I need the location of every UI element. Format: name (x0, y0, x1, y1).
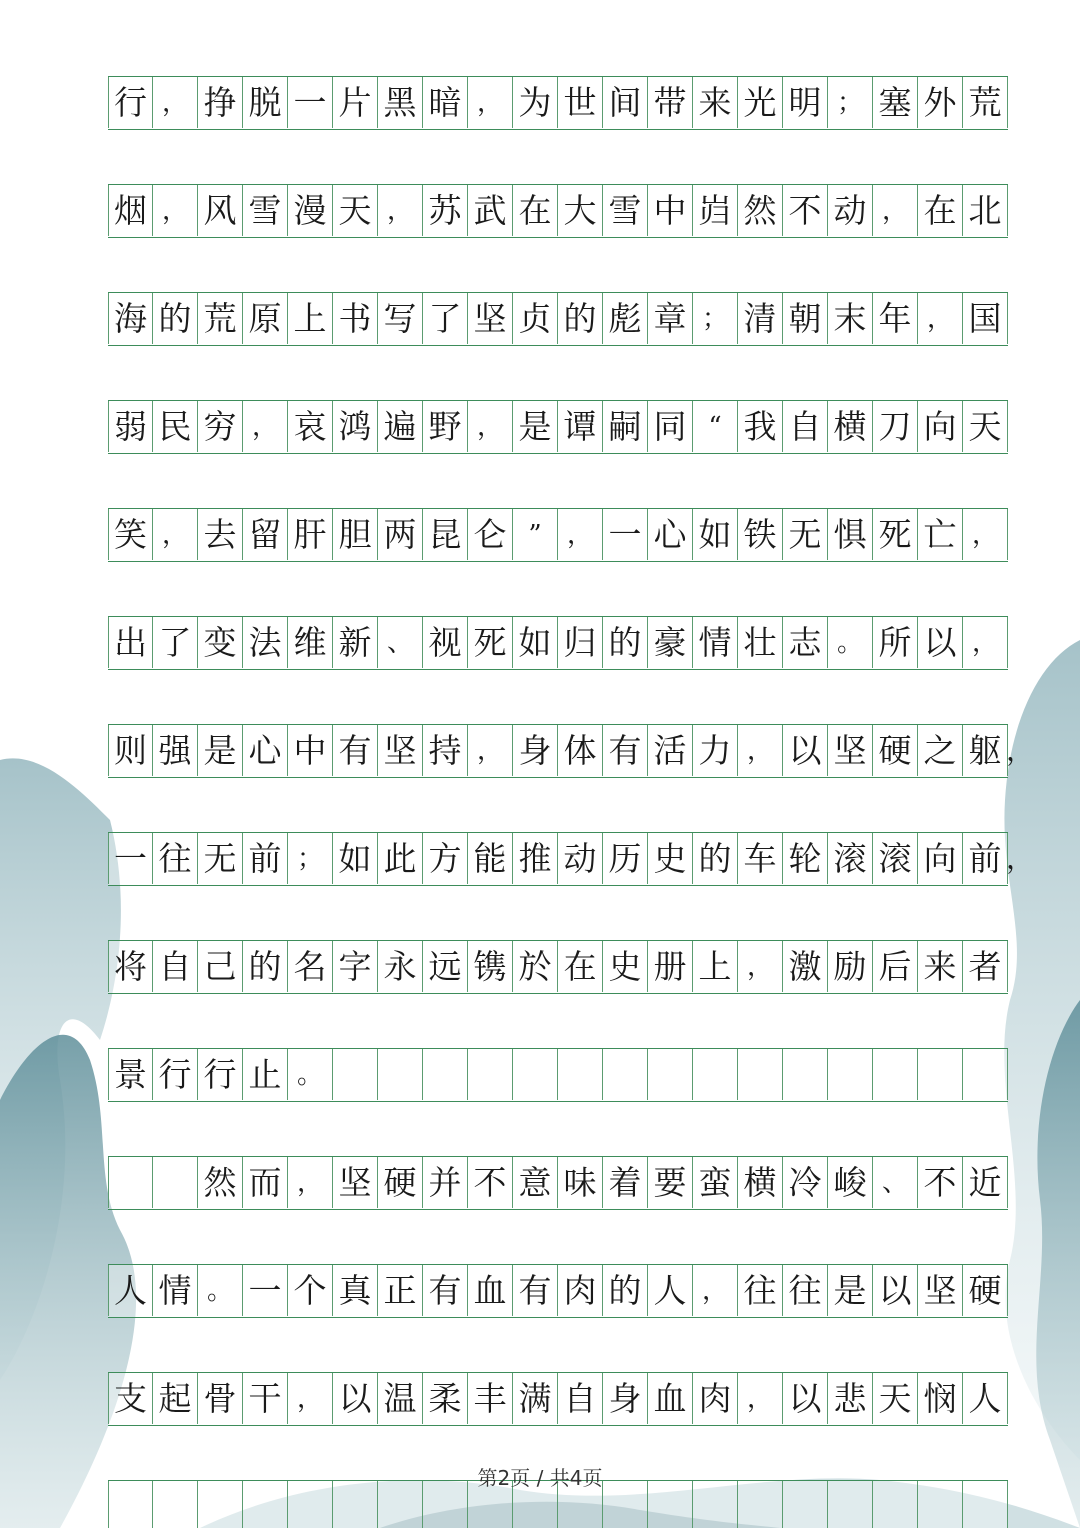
grid-cell: 如 (513, 617, 558, 668)
grid-cell: 光 (738, 77, 783, 128)
grid-cell: 烟 (108, 185, 153, 236)
grid-cell: 末 (828, 293, 873, 344)
grid-cell: 同 (648, 401, 693, 452)
grid-spacer (108, 346, 1008, 400)
grid-cell: 年 (873, 293, 918, 344)
grid-cell: 则 (108, 725, 153, 776)
grid-cell: 的 (693, 833, 738, 884)
grid-spacer (108, 130, 1008, 184)
grid-cell: 一 (603, 509, 648, 560)
grid-cell: 风 (198, 185, 243, 236)
grid-cell: 弱 (108, 401, 153, 452)
grid-cell: 肝 (288, 509, 333, 560)
grid-cell: 自 (783, 401, 828, 452)
grid-cell: ； (288, 833, 333, 884)
grid-cell: 岿 (693, 185, 738, 236)
grid-cell: ， (963, 617, 1008, 668)
grid-cell: 将 (108, 941, 153, 992)
grid-spacer (108, 454, 1008, 508)
grid-cell: 肉 (693, 1373, 738, 1424)
grid-cell: 血 (648, 1373, 693, 1424)
grid-cell: 然 (738, 185, 783, 236)
grid-cell: 温 (378, 1373, 423, 1424)
grid-cell (333, 1049, 378, 1100)
grid-cell: 壮 (738, 617, 783, 668)
grid-cell: 景 (108, 1049, 153, 1100)
grid-cell: 行 (108, 77, 153, 128)
grid-cell: 情 (153, 1265, 198, 1316)
grid-cell: 昆 (423, 509, 468, 560)
grid-cell: 字 (333, 941, 378, 992)
grid-cell: ， (468, 77, 513, 128)
grid-cell: 硬 (963, 1265, 1008, 1316)
grid-cell: 横 (828, 401, 873, 452)
grid-row (108, 616, 1008, 670)
grid-cell: 我 (738, 401, 783, 452)
grid-cell: 脱 (243, 77, 288, 128)
grid-cell (468, 1049, 513, 1100)
grid-cell: 己 (198, 941, 243, 992)
grid-cell: 章 (648, 293, 693, 344)
grid-cell: 坚 (918, 1265, 963, 1316)
grid-cell: ， (738, 725, 783, 776)
grid-cell: 有 (333, 725, 378, 776)
grid-cell: 着 (603, 1157, 648, 1208)
grid-cell: 、 (378, 617, 423, 668)
grid-cell: 以 (333, 1373, 378, 1424)
grid-cell: 塞 (873, 77, 918, 128)
grid-cell: 了 (153, 617, 198, 668)
grid-cell: 的 (603, 1265, 648, 1316)
grid-cell: 有 (603, 725, 648, 776)
grid-cell (153, 1157, 198, 1208)
grid-cell: ， (153, 509, 198, 560)
grid-cell: 是 (828, 1265, 873, 1316)
grid-cell: 视 (423, 617, 468, 668)
grid-cell: ， (693, 1265, 738, 1316)
grid-cell: 亡 (918, 509, 963, 560)
grid-cell: 以 (918, 617, 963, 668)
grid-cell: 。 (828, 617, 873, 668)
grid-cell: 中 (288, 725, 333, 776)
grid-cell: 心 (243, 725, 288, 776)
grid-cell (648, 1049, 693, 1100)
grid-row (108, 1372, 1008, 1426)
grid-cell: 坚 (378, 725, 423, 776)
grid-cell: 在 (918, 185, 963, 236)
grid-cell: ， (288, 1157, 333, 1208)
page-footer: 第2页 / 共4页 (477, 1466, 603, 1490)
grid-cell: 历 (603, 833, 648, 884)
grid-cell (513, 1049, 558, 1100)
grid-cell: 激 (783, 941, 828, 992)
grid-cell: ， (873, 185, 918, 236)
grid-cell: 自 (558, 1373, 603, 1424)
grid-row (108, 1048, 1008, 1102)
grid-cell: 以 (873, 1265, 918, 1316)
grid-cell: 如 (333, 833, 378, 884)
grid-cell (828, 1049, 873, 1100)
grid-cell: 的 (603, 617, 648, 668)
grid-cell: 不 (783, 185, 828, 236)
grid-cell: 片 (333, 77, 378, 128)
grid-cell: 惧 (828, 509, 873, 560)
grid-spacer (108, 1318, 1008, 1372)
grid-spacer (108, 238, 1008, 292)
grid-cell: 并 (423, 1157, 468, 1208)
grid-cell: 以 (783, 1373, 828, 1424)
grid-cell: 不 (468, 1157, 513, 1208)
grid-cell: 悯 (918, 1373, 963, 1424)
grid-cell: 胆 (333, 509, 378, 560)
grid-row (108, 940, 1008, 994)
grid-cell: 遍 (378, 401, 423, 452)
grid-cell: 起 (153, 1373, 198, 1424)
grid-cell: 中 (648, 185, 693, 236)
grid-cell: 冷 (783, 1157, 828, 1208)
grid-cell: 心 (648, 509, 693, 560)
grid-spacer (108, 886, 1008, 940)
grid-row (108, 292, 1008, 346)
grid-cell: ， (468, 401, 513, 452)
grid-cell: 者 (963, 941, 1008, 992)
grid-cell: 北 (963, 185, 1008, 236)
grid-cell: 死 (468, 617, 513, 668)
grid-cell: 哀 (288, 401, 333, 452)
grid-cell: ， (153, 77, 198, 128)
grid-cell: 味 (558, 1157, 603, 1208)
grid-cell: 轮 (783, 833, 828, 884)
grid-cell: 镌 (468, 941, 513, 992)
grid-cell: 仑 (468, 509, 513, 560)
grid-cell: 笑 (108, 509, 153, 560)
grid-cell: 躯 (963, 725, 1008, 776)
grid-cell: 两 (378, 509, 423, 560)
grid-cell: 为 (513, 77, 558, 128)
grid-cell: 荒 (963, 77, 1008, 128)
grid-cell: 一 (243, 1265, 288, 1316)
grid-cell: 鸿 (333, 401, 378, 452)
grid-cell: 野 (423, 401, 468, 452)
grid-cell: ， (378, 185, 423, 236)
grid-cell: 方 (423, 833, 468, 884)
grid-cell: 维 (288, 617, 333, 668)
grid-spacer (108, 994, 1008, 1048)
grid-cell: 嗣 (603, 401, 648, 452)
grid-cell: 上 (693, 941, 738, 992)
grid-cell: ， (243, 401, 288, 452)
grid-cell: 止 (243, 1049, 288, 1100)
grid-cell: 册 (648, 941, 693, 992)
grid-cell: 身 (513, 725, 558, 776)
grid-cell: 的 (153, 293, 198, 344)
grid-row (108, 1264, 1008, 1318)
grid-cell: 武 (468, 185, 513, 236)
grid-cell: 近 (963, 1157, 1008, 1208)
grid-cell: 坚 (468, 293, 513, 344)
grid-cell: ， (153, 185, 198, 236)
grid-cell: 是 (513, 401, 558, 452)
grid-row (108, 724, 1034, 778)
grid-cell: 之 (918, 725, 963, 776)
grid-cell: ， (738, 941, 783, 992)
grid-cell: ” (513, 509, 558, 560)
grid-cell: 后 (873, 941, 918, 992)
grid-cell (378, 1049, 423, 1100)
grid-cell: 史 (603, 941, 648, 992)
grid-cell: 去 (198, 509, 243, 560)
grid-cell: 海 (108, 293, 153, 344)
grid-cell: 然 (198, 1157, 243, 1208)
grid-cell: 死 (873, 509, 918, 560)
grid-row (108, 1156, 1008, 1210)
grid-cell: 雪 (243, 185, 288, 236)
grid-cell: 人 (108, 1265, 153, 1316)
grid-cell: 蛮 (693, 1157, 738, 1208)
grid-cell: 车 (738, 833, 783, 884)
grid-cell: 坚 (828, 725, 873, 776)
grid-cell: 真 (333, 1265, 378, 1316)
grid-cell: 史 (648, 833, 693, 884)
grid-cell: 天 (333, 185, 378, 236)
grid-cell: 推 (513, 833, 558, 884)
grid-cell: 永 (378, 941, 423, 992)
grid-cell: 上 (288, 293, 333, 344)
grid-cell (108, 1157, 153, 1208)
grid-cell: 柔 (423, 1373, 468, 1424)
grid-cell: 所 (873, 617, 918, 668)
grid-cell: 天 (963, 401, 1008, 452)
grid-cell: 血 (468, 1265, 513, 1316)
grid-cell: 的 (243, 941, 288, 992)
grid-cell: 志 (783, 617, 828, 668)
grid-cell: 强 (153, 725, 198, 776)
grid-cell: 穷 (198, 401, 243, 452)
grid-cell: 无 (783, 509, 828, 560)
grid-cell: ； (693, 293, 738, 344)
grid-cell: 动 (558, 833, 603, 884)
grid-cell: 人 (963, 1373, 1008, 1424)
grid-cell: 铁 (738, 509, 783, 560)
grid-cell: 豪 (648, 617, 693, 668)
grid-cell: 有 (423, 1265, 468, 1316)
grid-cell: 活 (648, 725, 693, 776)
grid-cell: 如 (693, 509, 738, 560)
grid-cell: 在 (558, 941, 603, 992)
grid-cell: 支 (108, 1373, 153, 1424)
grid-cell: 情 (693, 617, 738, 668)
grid-cell: 。 (198, 1265, 243, 1316)
grid-cell: 满 (513, 1373, 558, 1424)
grid-cell: 漫 (288, 185, 333, 236)
grid-cell: 个 (288, 1265, 333, 1316)
grid-cell: 是 (198, 725, 243, 776)
grid-cell: 间 (603, 77, 648, 128)
grid-cell: 往 (153, 833, 198, 884)
grid-cell: “ (693, 401, 738, 452)
grid-cell (693, 1049, 738, 1100)
grid-cell: 写 (378, 293, 423, 344)
margin-punctuation: ， (1005, 842, 1034, 875)
grid-row (108, 184, 1008, 238)
grid-cell: 来 (918, 941, 963, 992)
grid-cell: ， (963, 509, 1008, 560)
grid-row (108, 832, 1034, 886)
grid-cell: ， (918, 293, 963, 344)
grid-cell (918, 1049, 963, 1100)
grid-cell: 前 (243, 833, 288, 884)
grid-cell: 清 (738, 293, 783, 344)
grid-cell: ， (468, 725, 513, 776)
grid-cell: 了 (423, 293, 468, 344)
grid-cell: 国 (963, 293, 1008, 344)
grid-spacer (108, 1210, 1008, 1264)
grid-cell: 谭 (558, 401, 603, 452)
grid-cell: ， (558, 509, 603, 560)
grid-spacer (108, 778, 1008, 832)
grid-cell: 於 (513, 941, 558, 992)
grid-cell: 以 (783, 725, 828, 776)
grid-cell: 骨 (198, 1373, 243, 1424)
grid-cell: 天 (873, 1373, 918, 1424)
grid-cell: ； (828, 77, 873, 128)
grid-cell: ， (288, 1373, 333, 1424)
grid-cell: 正 (378, 1265, 423, 1316)
grid-cell: ， (738, 1373, 783, 1424)
grid-cell: 远 (423, 941, 468, 992)
grid-cell: 民 (153, 401, 198, 452)
grid-cell: 、 (873, 1157, 918, 1208)
grid-cell: 往 (783, 1265, 828, 1316)
grid-cell: 来 (693, 77, 738, 128)
grid-cell: 世 (558, 77, 603, 128)
grid-cell: 无 (198, 833, 243, 884)
grid-cell: 原 (243, 293, 288, 344)
grid-cell (423, 1049, 468, 1100)
grid-cell (963, 1049, 1008, 1100)
grid-cell: 一 (108, 833, 153, 884)
grid-cell: 有 (513, 1265, 558, 1316)
grid-row (108, 400, 1008, 454)
grid-row (108, 508, 1008, 562)
grid-cell: 法 (243, 617, 288, 668)
grid-cell: 大 (558, 185, 603, 236)
grid-cell (603, 1049, 648, 1100)
grid-row (108, 76, 1008, 130)
grid-cell: 雪 (603, 185, 648, 236)
grid-spacer (108, 1102, 1008, 1156)
grid-cell: 往 (738, 1265, 783, 1316)
grid-cell: 滚 (873, 833, 918, 884)
grid-cell: 硬 (873, 725, 918, 776)
grid-spacer (108, 562, 1008, 616)
grid-cell: 干 (243, 1373, 288, 1424)
grid-cell: 不 (918, 1157, 963, 1208)
grid-cell: 肉 (558, 1265, 603, 1316)
grid-cell: 向 (918, 833, 963, 884)
grid-spacer (108, 670, 1008, 724)
grid-cell: 意 (513, 1157, 558, 1208)
grid-cell: 明 (783, 77, 828, 128)
grid-cell: 一 (288, 77, 333, 128)
grid-cell: 出 (108, 617, 153, 668)
grid-cell: 留 (243, 509, 288, 560)
grid-cell: 。 (288, 1049, 333, 1100)
grid-cell: 变 (198, 617, 243, 668)
grid-cell (873, 1049, 918, 1100)
grid-cell: 在 (513, 185, 558, 236)
grid-cell: 滚 (828, 833, 873, 884)
grid-cell: 持 (423, 725, 468, 776)
grid-cell: 挣 (198, 77, 243, 128)
grid-cell: 外 (918, 77, 963, 128)
grid-cell: 苏 (423, 185, 468, 236)
grid-cell: 刀 (873, 401, 918, 452)
grid-cell: 横 (738, 1157, 783, 1208)
grid-cell: 能 (468, 833, 513, 884)
grid-cell (738, 1049, 783, 1100)
grid-cell: 书 (333, 293, 378, 344)
grid-cell: 前 (963, 833, 1008, 884)
grid-cell: 行 (198, 1049, 243, 1100)
grid-cell: 归 (558, 617, 603, 668)
grid-cell: 要 (648, 1157, 693, 1208)
grid-cell: 彪 (603, 293, 648, 344)
grid-cell: 力 (693, 725, 738, 776)
grid-cell: 而 (243, 1157, 288, 1208)
grid-cell: 动 (828, 185, 873, 236)
writing-grid (108, 76, 1034, 1528)
grid-cell: 名 (288, 941, 333, 992)
grid-cell: 的 (558, 293, 603, 344)
grid-cell: 黑 (378, 77, 423, 128)
grid-cell: 体 (558, 725, 603, 776)
grid-cell: 带 (648, 77, 693, 128)
grid-cell: 自 (153, 941, 198, 992)
grid-cell: 坚 (333, 1157, 378, 1208)
grid-cell: 硬 (378, 1157, 423, 1208)
grid-cell: 荒 (198, 293, 243, 344)
grid-cell (783, 1049, 828, 1100)
grid-cell: 新 (333, 617, 378, 668)
grid-cell: 身 (603, 1373, 648, 1424)
grid-cell: 行 (153, 1049, 198, 1100)
grid-cell: 励 (828, 941, 873, 992)
grid-cell: 丰 (468, 1373, 513, 1424)
grid-cell: 朝 (783, 293, 828, 344)
grid-cell: 悲 (828, 1373, 873, 1424)
grid-cell: 向 (918, 401, 963, 452)
grid-cell: 此 (378, 833, 423, 884)
grid-cell: 峻 (828, 1157, 873, 1208)
grid-cell: 贞 (513, 293, 558, 344)
grid-cell (558, 1049, 603, 1100)
grid-cell: 人 (648, 1265, 693, 1316)
margin-punctuation: ， (1005, 734, 1034, 767)
grid-cell: 暗 (423, 77, 468, 128)
